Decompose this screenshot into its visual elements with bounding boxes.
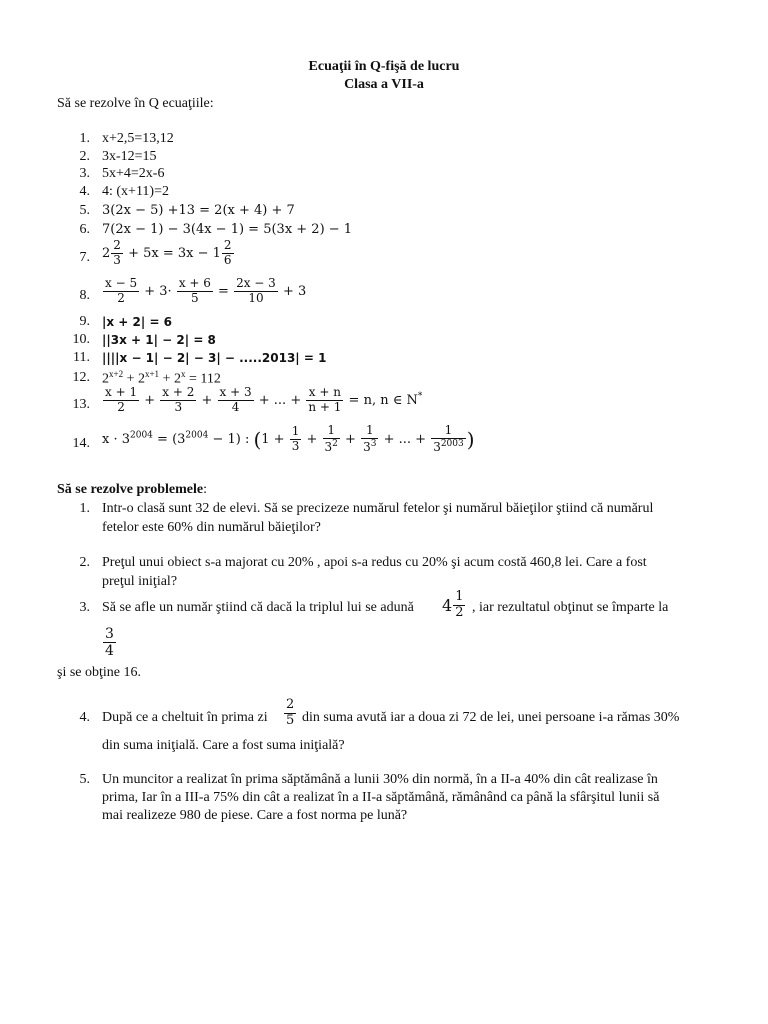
equation-text: |x + 2| = 6	[102, 315, 173, 329]
equation-number: 3.	[79, 166, 90, 181]
problem-text: Să se afle un număr ştiind că dacă la triplul lui se adună	[102, 600, 414, 615]
mixed-number: 4 $\frac{1}{2}$	[442, 589, 464, 620]
operator: =	[218, 283, 229, 299]
problem-text: fetelor este 60% din numărul băieţilor?	[102, 520, 321, 535]
equation-text: 5x+4=2x-6	[102, 166, 165, 181]
equation-number: 9.	[79, 314, 90, 329]
equation-number: 10.	[72, 332, 90, 347]
equation-number: 13.	[72, 397, 90, 412]
fraction: $\frac{1}{3}$	[291, 424, 300, 453]
fraction: $\frac{x + 2}{3}$	[162, 385, 195, 414]
fraction: $\frac{2x - 3}{10}$	[236, 276, 276, 305]
problem-text: din suma iniţială. Care a fost suma iniţială?	[102, 738, 345, 753]
problem-number: 1.	[79, 501, 90, 516]
problem-text: şi se obţine 16.	[57, 665, 141, 680]
equation-middle: + 5x = 3x − 1	[128, 245, 221, 261]
problem-number: 2.	[79, 555, 90, 570]
operator: + 3·	[144, 283, 172, 299]
equation-7	[102, 239, 235, 268]
equation-text: 4: (x+11)=2	[102, 184, 169, 199]
equation-number: 6.	[79, 222, 90, 237]
problem-text: Preţul unui obiect s-a majorat cu 20% , apoi s-a redus cu 20% şi acum costă 460,8 lei. Care a fost	[102, 555, 647, 570]
equation-number: 4.	[79, 184, 90, 199]
fraction: $\frac{2}{6}$	[223, 238, 232, 267]
fraction: $\frac{x + 1}{2}$	[105, 385, 138, 414]
equation-number: 5.	[79, 203, 90, 218]
fraction: $\frac{3}{4}$	[105, 626, 114, 660]
problems-intro: Să se rezolve problemele:	[57, 482, 207, 497]
fraction: $\frac{x + 6}{5}$	[178, 276, 211, 305]
equations-intro: Să se rezolve în Q ecuaţiile:	[57, 96, 214, 111]
fraction: $\frac{1}{3^3}$	[363, 423, 377, 454]
problem-text: mai realizeze 980 de piese. Care a fost norma pe lună?	[102, 808, 408, 823]
mixed-whole: 2	[102, 245, 111, 261]
equation-number: 7.	[79, 250, 90, 265]
equation-number: 12.	[72, 370, 90, 385]
problem-text: După ce a cheltuit în prima zi	[102, 710, 268, 725]
equation-text: ||||x − 1| − 2| − 3| − .....2013| = 1	[102, 351, 327, 365]
equation-text: 7(2x − 1) − 3(4x − 1) = 5(3x + 2) − 1	[102, 222, 353, 237]
fraction: $\frac{1}{3^{2003}}$	[433, 423, 464, 454]
equation-8	[102, 277, 306, 306]
equation-12: $2^{x+2} + 2^{x+1} + 2^x = 112$	[102, 369, 221, 387]
equation-number: 2.	[79, 149, 90, 164]
equation-text: ||3x + 1| − 2| = 8	[102, 333, 216, 347]
problem-text: preţul iniţial?	[102, 574, 178, 589]
problem-text: Un muncitor a realizat în prima săptămână a lunii 30% din normă, în a II-a 40% din cât realizase în	[102, 772, 658, 787]
problem-number: 5.	[79, 772, 90, 787]
fraction: $\frac{x + n}{n + 1}$	[308, 385, 342, 414]
equation-14: $x \cdot 3^{2004} = (3^{2004} - 1)$ : (1 + $\frac{1}{3}$ + $\frac{1}{3^2}$ + $\frac{1}{3^3}$ + ... + $\frac{1}{3^{2003}}$ )	[102, 423, 475, 454]
fraction: $\frac{2}{5}$	[286, 697, 295, 728]
operator: + 3	[282, 283, 307, 299]
problem-text: Intr-o clasă sunt 32 de elevi. Să se precizeze numărul fetelor şi numărul băieţilor ştiind că numărul	[102, 501, 654, 516]
equation-text: 3x-12=15	[102, 149, 157, 164]
problem-number: 3.	[79, 600, 90, 615]
problem-text: prima, Iar în a III-a 75% din cât a realizat în a II-a săptămână, rămânând ca până la sfârşitul lunii să	[102, 790, 660, 805]
page-title: Ecuaţii în Q-fişă de lucru	[308, 59, 460, 74]
equation-number: 8.	[79, 288, 90, 303]
fraction: $\frac{1}{3^2}$	[324, 423, 338, 454]
equation-number: 14.	[72, 436, 90, 451]
page-subtitle: Clasa a VII-a	[344, 77, 424, 92]
fraction: $\frac{2}{3}$	[113, 238, 121, 267]
equation-text: 3(2x − 5) +13 = 2(x + 4) + 7	[102, 203, 295, 218]
fraction: $\frac{x + 3}{4}$	[219, 385, 252, 414]
fraction: $\frac{x - 5}{2}$	[105, 276, 138, 305]
equation-text: x+2,5=13,12	[102, 131, 174, 146]
problem-number: 4.	[79, 710, 90, 725]
equation-number: 1.	[79, 131, 90, 146]
equation-number: 11.	[73, 350, 90, 365]
problem-text: din suma avută iar a doua zi 72 de lei, unei persoane i-a rămas 30%	[302, 710, 680, 725]
problem-text: , iar rezultatul obţinut se împarte la	[472, 600, 669, 615]
equation-13: $\frac{x + 1}{2}$ + $\frac{x + 2}{3}$ + $\frac{x + 3}{4}$ + ... + $\frac{x + n}{n + 1}$ = n, n ∈ N*	[105, 385, 423, 414]
